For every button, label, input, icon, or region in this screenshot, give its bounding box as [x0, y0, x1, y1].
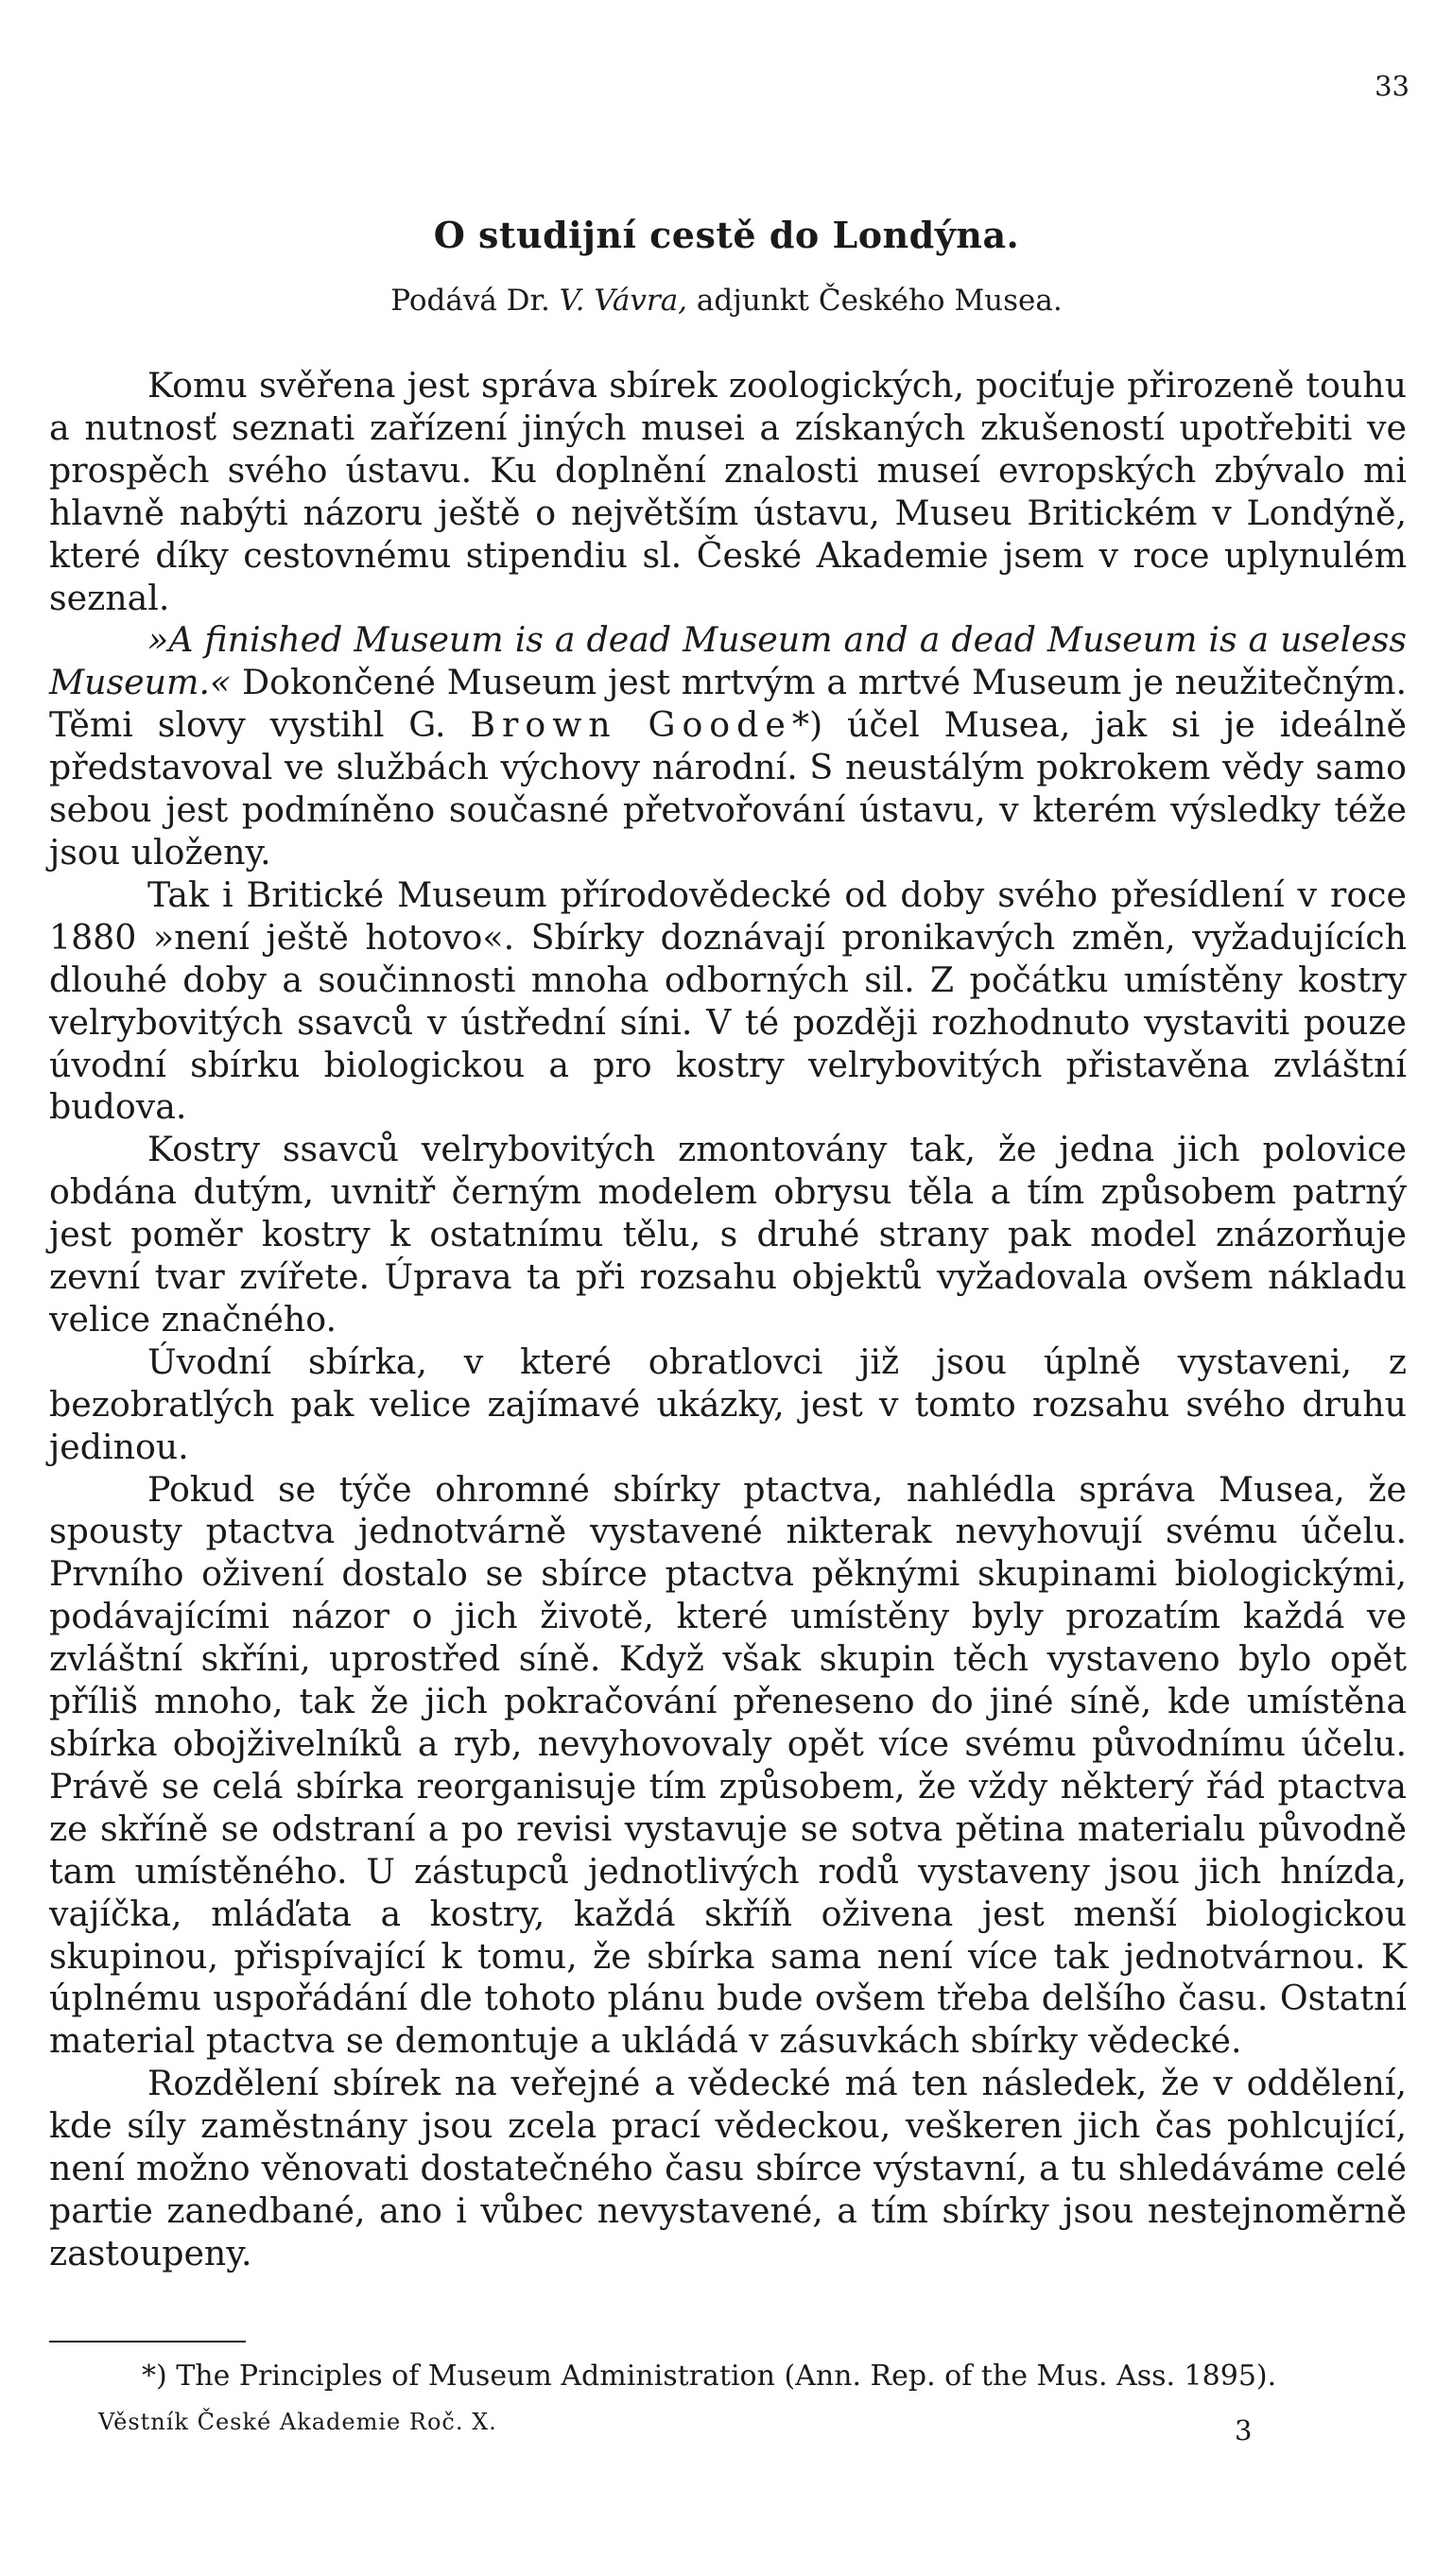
spaced-author-name: Brown Goode	[470, 704, 792, 746]
byline-prefix: Podává Dr.	[390, 284, 550, 318]
byline-suffix: adjunkt Českého Musea.	[696, 284, 1063, 318]
author-name: V. Vávra,	[559, 284, 688, 318]
page-number: 33	[1375, 70, 1410, 102]
paragraph-2-text-a: Dokončené Museum jest mrtvým a mrtvé Museum je neužitečným. Těmi slovy vystihl G.	[49, 662, 1407, 746]
paragraph-1: Komu svěřena jest správa sbírek zoologických, pociťuje přirozeně touhu a nutnosť seznati zařízení jiných musei a získaných zkušeností upotřebiti ve prospěch svého ústavu. Ku doplnění znalosti museí evropských zbývalo mi hlavně nabýti názoru ještě o největším ústavu, Museu Britickém v Londýně, které díky cestovnému stipendiu sl. České Akademie jsem v roce uplynulém seznal.	[49, 365, 1407, 618]
paragraph-3: Tak i Britické Museum přírodovědecké od doby svého přesídlení v roce 1880 »není ještě hotovo«. Sbírky doznávají pronikavých změn, vyžadujících dlouhé doby a součinnosti mnoha odborných sil. Z počátku umístěny kostry velrybovitých ssavců v ústřední síni. V té později rozhodnuto vystaviti pouze úvodní sbírku biologickou a pro kostry velrybovitých přistavěna zvláštní budova.	[49, 873, 1407, 1128]
article-body	[49, 365, 1407, 2275]
paragraph-7: Rozdělení sbírek na veřejné a vědecké má ten následek, že v oddělení, kde síly zaměstnány jsou zcela prací vědeckou, veškeren jich čas pohlcující, není možno věnovati dostatečného času sbírce výstavní, a tu shledáváme celé partie zanedbané, ano i vůbec nevystavené, a tím sbírky jsou nestejnoměrně zastoupeny.	[49, 2063, 1407, 2273]
paragraph-2-text-b: *) účel Musea, jak si je ideálně představoval ve službách výchovy národní. S neustálým pokrokem vědy samo sebou jest podmíněno současné přetvořování ústavu, v kterém výsledky téže jsou uloženy.	[49, 704, 1407, 873]
footnote-rule	[49, 2341, 246, 2343]
paragraph-2	[49, 619, 1407, 873]
paragraph-4: Kostry ssavců velrybovitých zmontovány tak, že jedna jich polovice obdána dutým, uvnitř černým modelem obrysu těla a tím způsobem patrný jest poměr kostry k ostatnímu tělu, s druhé strany pak model znázorňuje zevní tvar zvířete. Úprava ta při rozsahu objektů vyžadovala ovšem nákladu velice značného.	[49, 1129, 1407, 1340]
signature-mark: 3	[1235, 2414, 1253, 2446]
article-title: O studijní cestě do Londýna.	[433, 214, 1020, 256]
byline	[0, 284, 1453, 318]
journal-name: Věstník České Akademie Roč. X.	[98, 2409, 497, 2435]
paragraph-6: Pokud se týče ohromné sbírky ptactva, nahlédla správa Musea, že spousty ptactva jednotvárně vystavené nikterak nevyhovují svému účelu. Prvního oživení dostalo se sbírce ptactva pěknými skupinami biologickými, podávajícími názor o jich životě, které umístěny byly prozatím každá ve zvláštní skříni, uprostřed síně. Když však skupin těch vystaveno bylo opět příliš mnoho, tak že jich pokračování přeneseno do jiné síně, kde umístěna sbírka obojživelníků a ryb, nevyhovovaly opět více svému původnímu účelu. Právě se celá sbírka reorganisuje tím způsobem, že vždy některý řád ptactva ze skříně se odstraní a po revisi vystavuje se sotva pětina materialu původně tam umístěného. U zástupců jednotlivých rodů vystaveny jsou jich hnízda, vajíčka, mláďata a kostry, každá skříň oživena jest menší biologickou skupinou, přispívající k tomu, že sbírka sama není více tak jednotvárnou. K úplnému uspořádání dle tohoto plánu bude ovšem třeba delšího času. Ostatní material ptactva se demontuje a ukládá v zásuvkách sbírky vědecké.	[49, 1468, 1407, 2062]
english-quote: »A finished Museum is a dead Museum and a dead Museum is a useless Museum.«	[49, 619, 1407, 703]
paragraph-5: Úvodní sbírka, v které obratlovci již jsou úplně vystaveni, z bezobratlých pak velice zajímavé ukázky, jest v tomto rozsahu svého druhu jedinou.	[49, 1340, 1407, 1467]
footnote: *) The Principles of Museum Administration (Ann. Rep. of the Mus. Ass. 1895).	[142, 2360, 1277, 2393]
